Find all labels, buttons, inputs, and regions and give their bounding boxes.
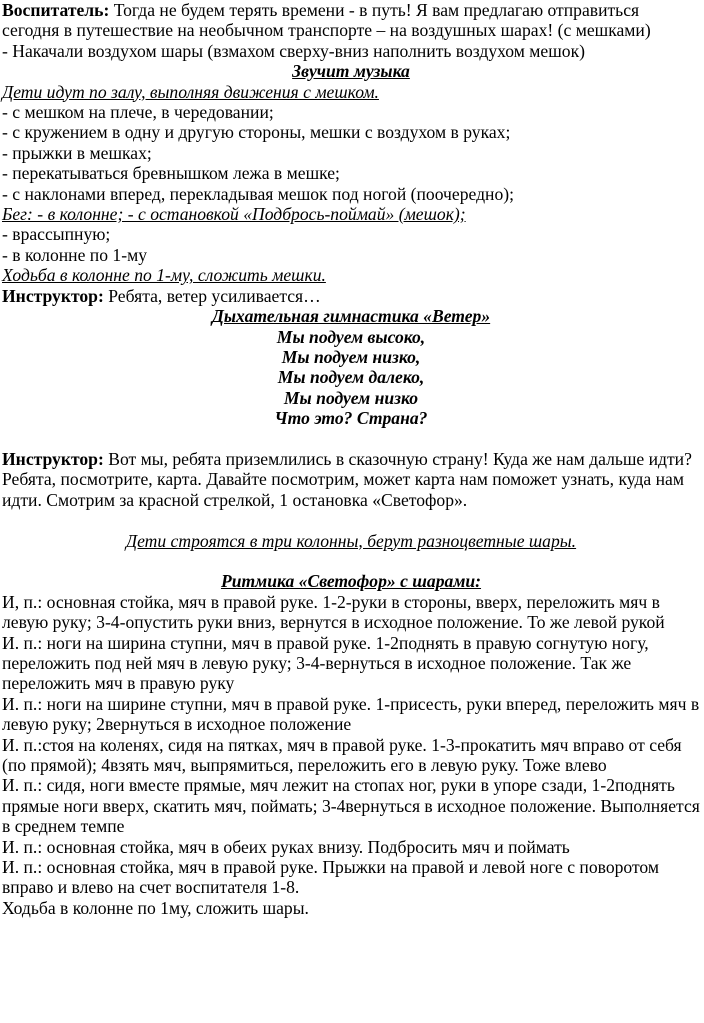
- rhythm-heading: Ритмика «Светофор» с шарами:: [220, 571, 482, 592]
- speaker-label: Воспитатель:: [2, 0, 110, 20]
- walk-instruction-2: Ходьба в колонне по 1-му, сложить мешки.: [2, 265, 326, 286]
- move-item: - с мешком на плече, в чередовании;: [2, 102, 274, 123]
- music-heading: Звучит музыка: [292, 61, 410, 82]
- breathing-heading: Дыхательная гимнастика «Ветер»: [211, 306, 491, 327]
- run-item: - врассыпную;: [2, 224, 111, 245]
- exercise-item: И. п.: сидя, ноги вместе прямые, мяч лежит на стопах ног, руки в упоре сзади, 1-2поднять прямые ноги вверх, скатить мяч, поймать; 3-4вернуться в исходное положение. Выполняется в среднем темпе: [2, 775, 700, 837]
- exercise-item: И. п.:стоя на коленях, сидя на пятках, мяч в правой руке. 1-3-прокатить мяч вправо от себя (по прямой); 4взять мяч, выпрямиться, переложить его в левую руку. Тоже влево: [2, 734, 682, 775]
- poem-line: Мы подуем низко: [283, 387, 419, 408]
- run-instruction: Бег: - в колонне; - с остановкой «Подбрось-поймай» (мешок);: [2, 204, 466, 225]
- paragraph-instructor-landing: [2, 449, 700, 510]
- blank-line: [2, 510, 700, 530]
- poem-line: Что это? Страна?: [274, 408, 428, 429]
- columns-instruction: Дети строятся в три колонны, берут разноцветные шары.: [125, 530, 577, 551]
- exercise-item: И. п.: ноги на ширине ступни, мяч в правой руке. 1-присесть, руки вперед, переложить мяч в левую руку; 2вернуться в исходное положение: [2, 693, 700, 735]
- exercise-item: И, п.: основная стойка, мяч в правой руке. 1-2-руки в стороны, вверх, переложить мяч в левую руку; 3-4-опустить руки вниз, вернутся в исходное положение. То же левой рукой: [2, 591, 665, 633]
- run-item: - в колонне по 1-му: [2, 244, 147, 265]
- poem-line: Мы подуем низко,: [281, 346, 421, 367]
- final-instruction: Ходьба в колонне по 1му, сложить шары.: [2, 897, 309, 918]
- poem-line: Мы подуем далеко,: [277, 367, 425, 388]
- blank-line: [2, 551, 700, 571]
- move-item: - с наклонами вперед, перекладывая мешок под ногой (поочередно);: [2, 183, 514, 204]
- exercise-item: И. п.: ноги на ширина ступни, мяч в правой руке. 1-2поднять в правую согнутую ногу, переложить под ней мяч в левую руку; 3-4-вернуться в исходное положение. Так же переложить мяч в правую руку: [2, 632, 649, 694]
- paragraph-instructor-wind: [2, 286, 700, 306]
- move-item: - перекатываться бревнышком лежа в мешке;: [2, 163, 340, 184]
- paragraph-inflate: - Накачали воздухом шары (взмахом сверху-вниз наполнить воздухом мешок): [2, 40, 585, 61]
- paragraph-text: Вот мы, ребята приземлились в сказочную страну! Куда же нам дальше идти? Ребята, посмотрите, карта. Давайте посмотрим, может карта нам поможет узнать, куда нам идти. Смотрим за красной стрелкой, 1 остановка «Светофор».: [2, 448, 692, 510]
- blank-line: [2, 429, 700, 449]
- move-item: - с кружением в одну и другую стороны, мешки с воздухом в руках;: [2, 122, 511, 143]
- paragraph-educator-intro: [2, 0, 700, 41]
- poem-line: Мы подуем высоко,: [276, 326, 426, 347]
- exercise-item: И. п.: основная стойка, мяч в правой руке. Прыжки на правой и левой ноге с поворотом вправо и влево на счет воспитателя 1-8.: [2, 857, 660, 898]
- speaker-label: Инструктор:: [2, 448, 104, 469]
- exercise-item: И. п.: основная стойка, мяч в обеих руках внизу. Подбросить мяч и поймать: [2, 836, 570, 857]
- move-item: - прыжки в мешках;: [2, 142, 152, 163]
- speaker-label: Инструктор:: [2, 285, 104, 306]
- paragraph-text: Ребята, ветер усиливается…: [103, 285, 321, 306]
- walk-instruction: Дети идут по залу, выполняя движения с мешком.: [2, 81, 379, 102]
- paragraph-text: Тогда не будем терять времени - в путь! Я вам предлагаю отправиться сегодня в путешествие на необычном транспорте – на воздушных шарах! (с мешками): [2, 0, 651, 41]
